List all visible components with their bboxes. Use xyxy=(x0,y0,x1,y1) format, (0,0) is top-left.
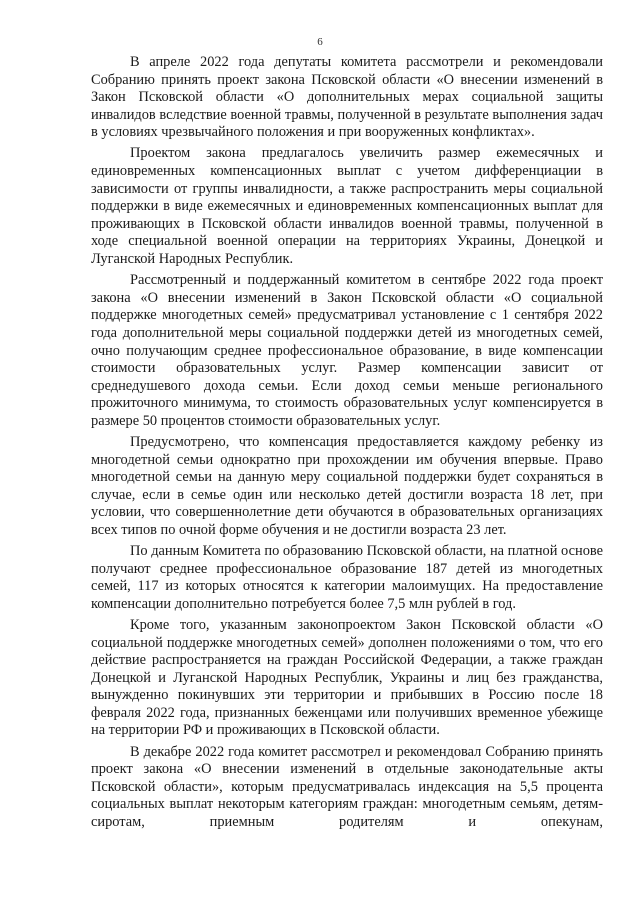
paragraph: В декабре 2022 года комитет рассмотрел и рекомендовал Собранию принять проект закона «О внесении изменений в отдельные законодательные акты Псковской области», которым предусматривалась индексация на 5,5 процента социальных выплат некоторым категориям граждан: многодетным семьям, детям-сиротам, приемным родителям и опекунам, xyxy=(91,743,603,830)
page-number: 6 xyxy=(317,36,323,48)
paragraph: Предусмотрено, что компенсация предоставляется каждому ребенку из многодетной семьи однократно при прохождении им обучения впервые. Право многодетной семьи на данную меру социальной поддержки будет сохраняться в случае, если в семье один или несколько детей достигли возраста 18 лет, при условии, что совершеннолетние дети обучаются в образовательных организациях всех типов по очной форме обучения и не достигли возраста 23 лет. xyxy=(91,433,603,538)
paragraph: Кроме того, указанным законопроектом Закон Псковской области «О социальной поддержке многодетных семей» дополнен положениями о том, что его действие распространяется на граждан Российской Федерации, а также граждан Донецкой и Луганской Народных Республик, Украины и лиц без гражданства, вынужденно покинувших эти территории и прибывших в Россию после 18 февраля 2022 года, признанных беженцами или получивших временное убежище на территории РФ и проживающих в Псковской области. xyxy=(91,616,603,739)
document-body xyxy=(91,54,603,835)
paragraph: Рассмотренный и поддержанный комитетом в сентябре 2022 года проект закона «О внесении изменений в Закон Псковской области «О социальной поддержке многодетных семей» предусматривал установление с 1 сентября 2022 года дополнительной меры социальной поддержки детей из многодетных семей, очно получающим среднее профессиональное образование, в виде компенсации стоимости образовательных услуг. Размер компенсации зависит от среднедушевого дохода семьи. Если доход семьи меньше регионального прожиточного минимума, то стоимость образовательных услуг компенсируется в размере 50 процентов стоимости образовательных услуг. xyxy=(91,272,603,429)
paragraph: Проектом закона предлагалось увеличить размер ежемесячных и единовременных компенсационных выплат с учетом дифференциации в зависимости от группы инвалидности, а также распространить меры социальной поддержки в виде ежемесячных и единовременных компенсационных выплат для проживающих в Псковской области инвалидов военной травмы, полученной в ходе специальной военной операции на территориях Украины, Донецкой и Луганской Народных Республик. xyxy=(91,145,603,268)
paragraph: В апреле 2022 года депутаты комитета рассмотрели и рекомендовали Собранию принять проект закона Псковской области «О внесении изменений в Закон Псковской области «О дополнительных мерах социальной защиты инвалидов вследствие военной травмы, полученной в результате выполнения задач в условиях чрезвычайного положения и при вооруженных конфликтах». xyxy=(91,54,603,141)
paragraph: По данным Комитета по образованию Псковской области, на платной основе получают среднее профессиональное образование 187 детей из многодетных семей, 117 из которых относятся к категории малоимущих. На предоставление компенсации дополнительно потребуется более 7,5 млн рублей в год. xyxy=(91,543,603,612)
